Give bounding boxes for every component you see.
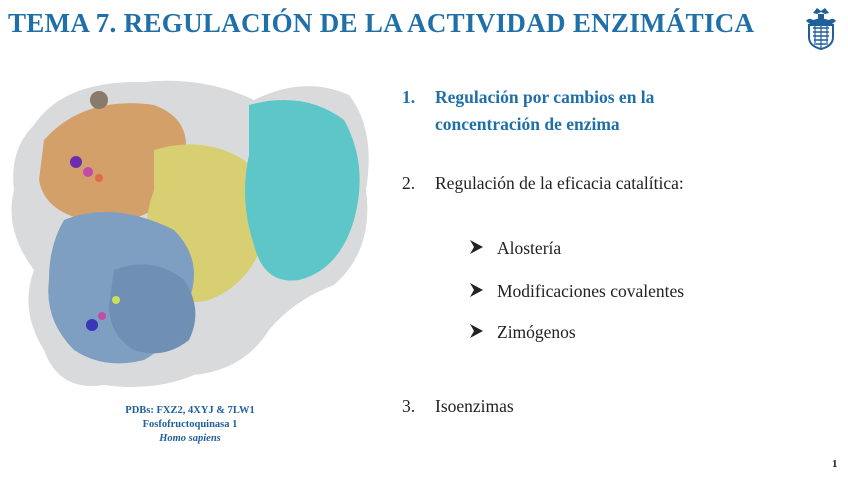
arrow-bullet-icon [468,323,484,339]
list-text-line: concentración de enzima [435,114,620,134]
list-number: 3. [402,396,416,416]
caption-enzyme-name: Fosfofructoquinasa 1 [142,419,238,430]
sub-item-label: Modificaciones covalentes [497,281,685,301]
arrow-bullet-icon [468,282,484,298]
page-number: 1 [832,458,838,470]
slide-title: TEMA 7. REGULACIÓN DE LA ACTIVIDAD ENZIMÁTICA [8,8,755,38]
caption-pdb-ids: PDBs: FXZ2, 4XYJ & 7LW1 [125,405,255,416]
protein-structure-image [4,70,376,400]
caption-species: Homo sapiens [159,433,221,444]
figure-caption [60,404,320,446]
list-text: Isoenzimas [435,396,514,416]
list-number: 2. [402,173,416,193]
list-number: 1. [402,87,416,107]
list-text [435,84,654,138]
list-text: Regulación de la eficacia catalítica: [435,173,684,193]
list-text-line: Regulación por cambios en la [435,87,655,107]
arrow-bullet-icon [468,239,484,255]
sub-item-label: Zimógenos [497,322,576,342]
university-crest-icon [801,5,841,51]
sub-item-label: Alostería [497,238,562,258]
